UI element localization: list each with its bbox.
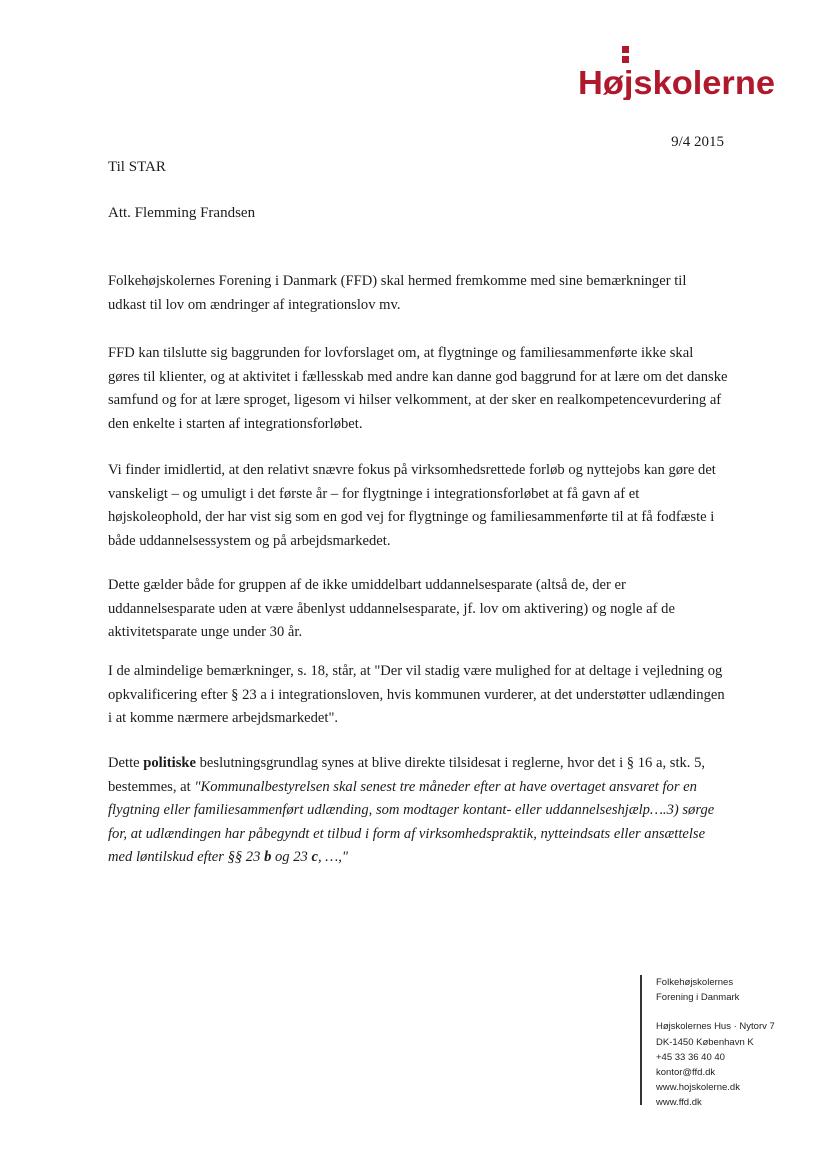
paragraph-support-text: FFD kan tilslutte sig baggrunden for lovforslaget om, at flygtninge og familiesammenførte ikke skal gøres til klienter, og at aktivitet i fællesskab med andre kan danne god baggrund for at lære om det danske samfund og for at lære sproget, ligesom vi hilser velkomment, at der sker en realkompetencevurdering af den enkelte i starten af integrationsforløbet. (108, 345, 728, 432)
p6-quote-text: "Kommunalbestyrelsen skal senest tre måneder efter at have overtaget ansvaret for en flygtning eller familiesammenført udlænding, som modtager kontant- eller uddannelseshjælp….3) sørge for, at udlændingen har påbegyndt et tilbud i form af virksomhedspraktik, nytteindsats eller ansættelse med løntilskud efter §§ 23 (108, 778, 715, 865)
footer-gap (656, 1005, 775, 1019)
recipient: Til STAR (108, 159, 166, 175)
p6-quote-end: , …," (317, 849, 349, 865)
paragraph-decision-basis-text (108, 752, 728, 870)
paragraph-groups-text: Dette gælder både for gruppen af de ikke umiddelbart uddannelsesparate (altså de, der er uddannelsesparate uden at være åbenlyst uddannelsesparate, jf. lov om aktivering) og nogle af de aktivitetsparate unge under 30 år. (108, 577, 675, 640)
footer-web2: www.ffd.dk (656, 1097, 702, 1109)
footer-contact (640, 975, 775, 1109)
hojskolerne-logo (578, 44, 778, 100)
paragraph-remarks (108, 660, 728, 731)
p6-quote (108, 779, 714, 866)
paragraph-intro-text: Folkehøjskolernes Forening i Danmark (FFD) skal hermed fremkomme med sine bemærkninger til udkast til lov om ændringer af integrationslov mv. (108, 273, 687, 313)
paragraph-concern (108, 459, 728, 553)
p6-middle: beslutningsgrundlag synes at blive direkte tilsidesat i reglerne, hvor det i § 16 a, stk. 5, bestemmes, at (108, 755, 706, 795)
p6-quote-b: b (264, 849, 272, 865)
paragraph-concern-text: Vi finder imidlertid, at den relativt snævre fokus på virksomhedsrettede forløb og nyttejobs kan gøre det vanskeligt – og umuligt i det første år – for flygtninge i integrationsforløbet at få gavn af et højskoleophold, der har vist sig som en god vej for flygtninge og familiesammenførte til at få fodfæste i både uddannelsessystem og på arbejdsmarkedet. (108, 462, 716, 549)
footer-email: kontor@ffd.dk (656, 1067, 716, 1079)
logo-dot-top (622, 46, 629, 53)
p6-quote-og: og 23 (271, 849, 312, 865)
footer-phone: +45 33 36 40 40 (656, 1051, 725, 1063)
footer-web1: www.hojskolerne.dk (656, 1082, 740, 1094)
logo-dot-middle (622, 56, 629, 63)
footer-address2: DK-1450 København K (656, 1036, 754, 1048)
footer-org-line2: Forening i Danmark (656, 992, 740, 1004)
p6-quote-c: c (311, 849, 318, 865)
footer-org-line1: Folkehøjskolernes (656, 977, 734, 988)
letter-date: 9/4 2015 (671, 134, 724, 150)
paragraph-remarks-text: I de almindelige bemærkninger, s. 18, står, at "Der vil stadig være mulighed for at deltage i vejledning og opkvalificering efter § 23 a i integrationsloven, hvis kommunen vurderer, at det understøtter udlændingen i at komme nærmere arbejdsmarkedet". (108, 663, 725, 726)
paragraph-groups (108, 574, 728, 645)
footer-address1: Højskolernes Hus · Nytorv 7 (656, 1021, 775, 1033)
paragraph-intro (108, 270, 728, 317)
logo-text: Højskolerne (578, 64, 775, 100)
p6-bold-politiske: politiske (143, 755, 196, 771)
paragraph-decision-basis (108, 752, 728, 870)
p6-lead: Dette (108, 755, 144, 771)
paragraph-support (108, 342, 728, 436)
attention-line: Att. Flemming Frandsen (108, 205, 256, 221)
logo-wordmark (578, 44, 778, 100)
